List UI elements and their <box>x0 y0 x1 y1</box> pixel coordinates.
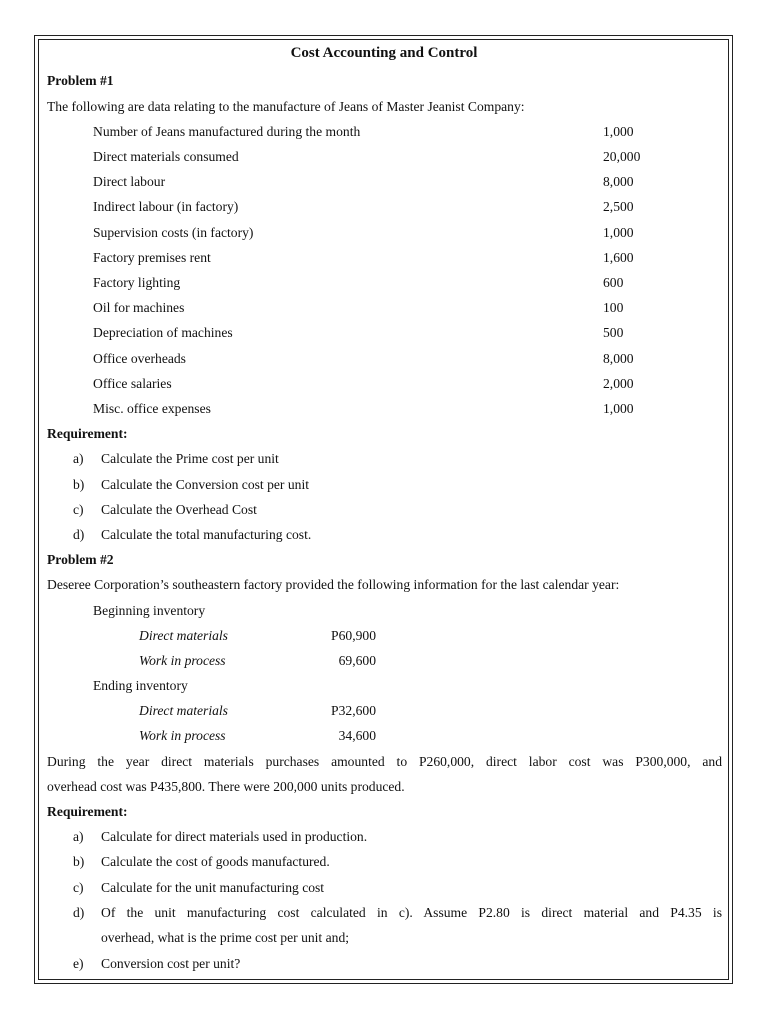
page-title: Cost Accounting and Control <box>290 45 478 61</box>
data-value: 600 <box>603 275 624 290</box>
problem1-heading: Problem #1 <box>47 73 114 88</box>
inventory-row-label: Direct materials <box>139 703 228 718</box>
data-value: 8,000 <box>603 174 634 189</box>
list-item: Calculate the Prime cost per unit <box>101 451 279 466</box>
problem1-requirement-heading: Requirement: <box>47 426 128 441</box>
list-item: Of the unit manufacturing cost calculated in c). Assume P2.80 is direct material and P4.35 is <box>101 905 722 920</box>
list-letter: e) <box>73 956 84 971</box>
data-value: 500 <box>603 325 624 340</box>
problem1-intro: The following are data relating to the manufacture of Jeans of Master Jeanist Company: <box>47 99 525 114</box>
data-label: Office overheads <box>93 351 186 366</box>
data-label: Direct materials consumed <box>93 149 239 164</box>
data-label: Factory lighting <box>93 275 181 290</box>
data-label: Office salaries <box>93 376 172 391</box>
inventory-row-value: 34,600 <box>338 728 376 743</box>
data-value: 2,500 <box>603 199 634 214</box>
list-item: Calculate the cost of goods manufactured. <box>101 854 330 869</box>
list-letter: a) <box>73 829 84 844</box>
data-value: 2,000 <box>603 376 634 391</box>
data-value: 8,000 <box>603 351 634 366</box>
problem2-paragraph-line1: During the year direct materials purchases amounted to P260,000, direct labor cost was P300,000, and <box>47 754 722 769</box>
list-item: Calculate for the unit manufacturing cost <box>101 880 325 895</box>
list-letter: c) <box>73 502 84 517</box>
inventory-row-label: Work in process <box>139 653 226 668</box>
data-label: Misc. office expenses <box>93 401 211 416</box>
data-label: Factory premises rent <box>93 250 211 265</box>
problem2-paragraph-line2: overhead cost was P435,800. There were 200,000 units produced. <box>47 779 405 794</box>
data-value: 20,000 <box>603 149 641 164</box>
data-value: 1,000 <box>603 124 634 139</box>
data-label: Supervision costs (in factory) <box>93 225 254 240</box>
data-label: Indirect labour (in factory) <box>93 199 239 214</box>
inventory-row-label: Work in process <box>139 728 226 743</box>
list-item: Calculate the Conversion cost per unit <box>101 477 310 492</box>
data-value: 1,000 <box>603 401 634 416</box>
data-value: 1,000 <box>603 225 634 240</box>
list-letter: b) <box>73 854 85 869</box>
inventory-row-value: P60,900 <box>331 628 376 643</box>
beginning-inventory-label: Beginning inventory <box>93 603 206 618</box>
data-value: 100 <box>603 300 624 315</box>
inventory-row-label: Direct materials <box>139 628 228 643</box>
list-letter: c) <box>73 880 84 895</box>
ending-inventory-label: Ending inventory <box>93 678 188 693</box>
list-item-continuation: overhead, what is the prime cost per unit and; <box>101 930 350 945</box>
list-letter: b) <box>73 477 85 492</box>
list-letter: d) <box>73 527 85 542</box>
data-label: Direct labour <box>93 174 166 189</box>
list-item: Calculate for direct materials used in production. <box>101 829 368 844</box>
list-letter: d) <box>73 905 85 920</box>
problem2-intro: Deseree Corporation’s southeastern factory provided the following information for the last calendar year: <box>47 577 620 592</box>
inventory-row-value: 69,600 <box>338 653 376 668</box>
inventory-row-value: P32,600 <box>331 703 376 718</box>
data-label: Depreciation of machines <box>93 325 233 340</box>
list-item: Calculate the total manufacturing cost. <box>101 527 312 542</box>
list-letter: a) <box>73 451 84 466</box>
data-label: Number of Jeans manufactured during the month <box>93 124 361 139</box>
list-item: Calculate the Overhead Cost <box>101 502 257 517</box>
list-item: Conversion cost per unit? <box>101 956 241 971</box>
problem2-requirement-heading: Requirement: <box>47 804 128 819</box>
data-label: Oil for machines <box>93 300 185 315</box>
problem2-heading: Problem #2 <box>47 552 114 567</box>
data-value: 1,600 <box>603 250 634 265</box>
